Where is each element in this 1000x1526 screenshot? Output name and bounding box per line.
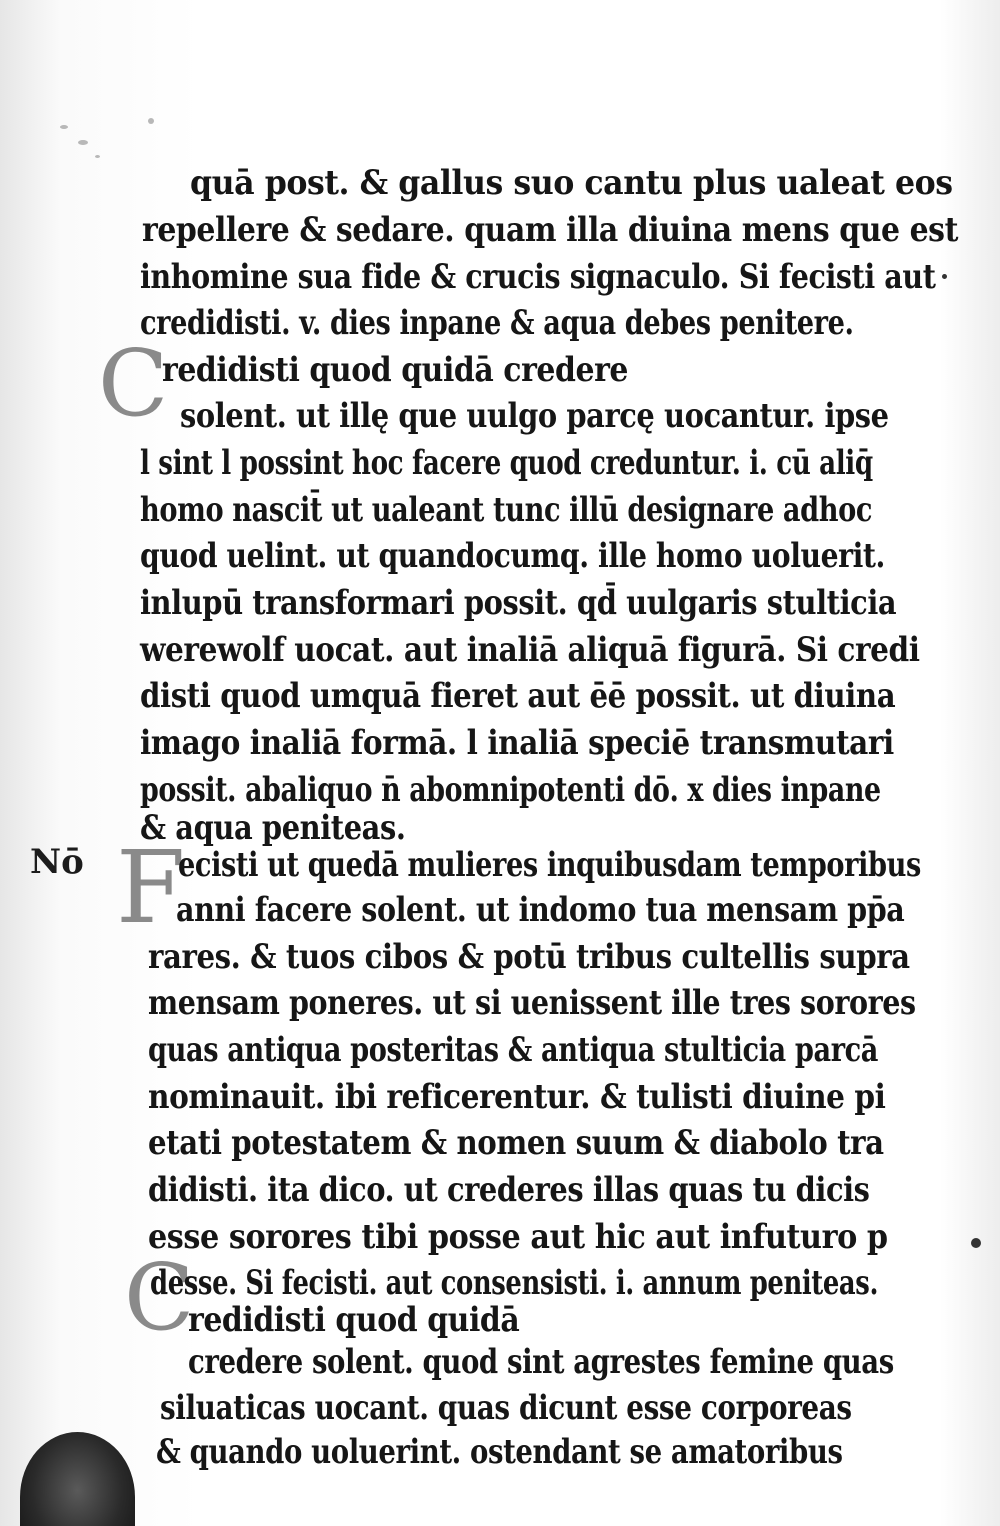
text-line: quas antiqua posteritas & antiqua stulticia parcā	[148, 1030, 879, 1070]
text-line: credere solent. quod sint agrestes femine quas	[188, 1342, 894, 1382]
text-line: esse sorores tibi posse aut hic aut infuturo p	[148, 1217, 888, 1257]
text-line: mensam poneres. ut si uenissent ille tres sorores	[148, 983, 916, 1023]
ink-speck	[78, 140, 88, 145]
text-line: homo nascit̄ ut ualeant tunc illū designare adhoc	[140, 490, 873, 530]
text-line: solent. ut illę que uulgo parcę uocantur. ipse	[180, 396, 889, 436]
text-line: & aqua peniteas.	[140, 808, 406, 848]
edge-mark	[971, 1238, 981, 1248]
thumb-shadow	[20, 1432, 135, 1526]
text-line: & quando uoluerint. ostendant se amatoribus	[156, 1432, 843, 1472]
ink-speck	[148, 118, 154, 124]
text-line: quā post. & gallus suo cantu plus ualeat eos	[190, 163, 953, 203]
text-line: imago inaliā formā. l inaliā speciē transmutari	[140, 723, 894, 763]
margin-note: Nō	[30, 842, 84, 882]
text-line: redidisti quod quidā credere	[162, 350, 629, 390]
text-line: siluaticas uocant. quas dicunt esse corporeas	[160, 1388, 852, 1428]
text-line: quod uelint. ut quandocumq. ille homo uoluerit.	[140, 536, 885, 576]
text-line: anni facere solent. ut indomo tua mensam pp̄a	[176, 890, 905, 930]
text-line: l sint l possint hoc facere quod creduntur. i. cū aliq̄	[140, 443, 873, 483]
ink-speck	[60, 125, 68, 129]
text-line: desse. Si fecisti. aut consensisti. i. annum peniteas.	[150, 1263, 879, 1303]
initial-letter-f: F	[116, 829, 186, 946]
text-line: etati potestatem & nomen suum & diabolo tra	[148, 1123, 884, 1163]
text-line: possit. abaliquo n̄ abomnipotenti dō. x dies inpane	[140, 770, 881, 810]
initial-letter-c-1: C	[98, 330, 169, 437]
ink-speck	[95, 155, 100, 158]
text-line: credidisti. v. dies inpane & aqua debes penitere.	[140, 303, 854, 343]
text-line: repellere & sedare. quam illa diuina mens que est	[142, 210, 958, 250]
text-line: rares. & tuos cibos & potū tribus cultellis supra	[148, 937, 910, 977]
text-line: werewolf uocat. aut inaliā aliquā figurā. Si credi	[140, 630, 920, 670]
text-line: inhomine sua fide & crucis signaculo. Si fecisti aut	[140, 257, 936, 297]
text-line: nominauit. ibi reficerentur. & tulisti diuine pi	[148, 1077, 886, 1117]
text-line: disti quod umquā fieret aut ēē possit. ut diuina	[140, 676, 896, 716]
text-line: ecisti ut quedā mulieres inquibusdam temporibus	[178, 845, 921, 885]
edge-mark	[942, 274, 947, 279]
text-line: redidisti quod quidā	[188, 1300, 520, 1340]
text-line: inlupū transformari possit. qd̄ uulgaris stulticia	[140, 583, 897, 623]
initial-letter-c-2: C	[124, 1244, 195, 1351]
text-line: didisti. ita dico. ut crederes illas quas tu dicis	[148, 1170, 870, 1210]
